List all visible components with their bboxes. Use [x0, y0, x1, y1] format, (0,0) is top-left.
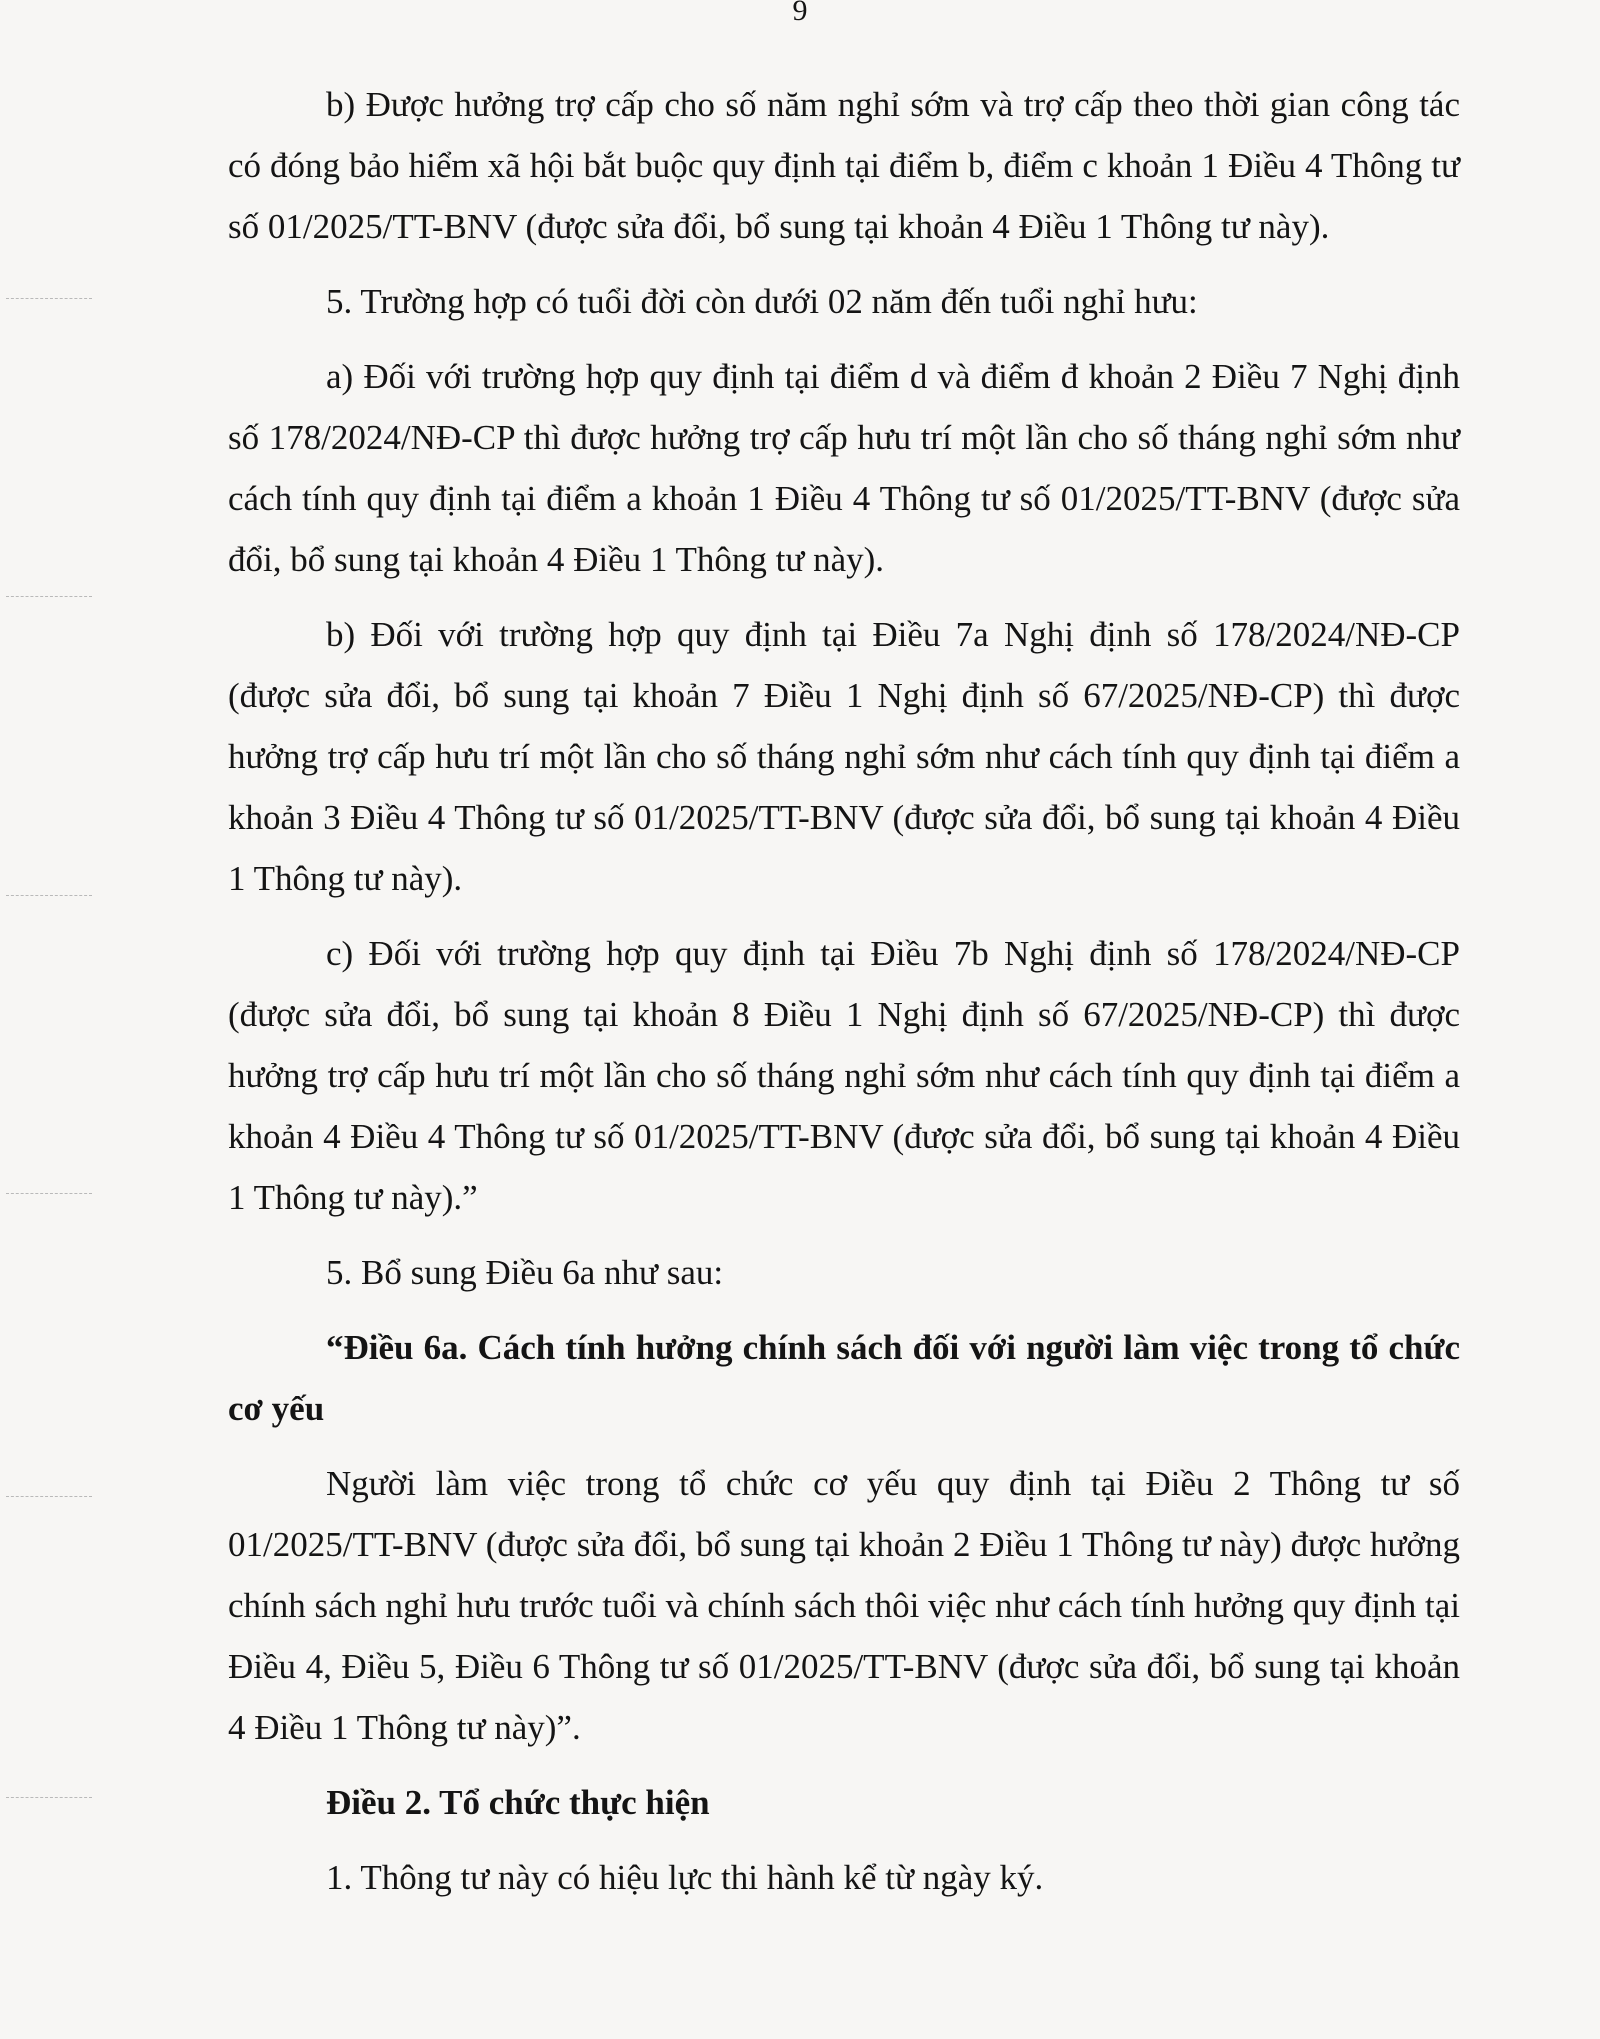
article-2-item-1: 1. Thông tư này có hiệu lực thi hành kể từ ngày ký.: [326, 1858, 1044, 1897]
paragraph-b-allowance: b) Được hưởng trợ cấp cho số năm nghỉ sớm và trợ cấp theo thời gian công tác có đóng bảo hiểm xã hội bắt buộc quy định tại điểm b, điểm c khoản 1 Điều 4 Thông tư số 01/2025/TT-BNV (được sửa đổi, bổ sung tại khoản 4 Điều 1 Thông tư này).: [228, 85, 1460, 246]
document-body: [228, 74, 1460, 1922]
page-number: 9: [792, 0, 808, 27]
scan-margin-mark: [6, 596, 92, 597]
scan-margin-mark: [6, 1496, 92, 1497]
paragraph-supplement-6a: 5. Bổ sung Điều 6a như sau:: [326, 1253, 724, 1292]
paragraph-c-article-7b: c) Đối với trường hợp quy định tại Điều 7b Nghị định số 178/2024/NĐ-CP (được sửa đổi, bổ sung tại khoản 8 Điều 1 Nghị định số 67/2025/NĐ-CP) thì được hưởng trợ cấp hưu trí một lần cho số tháng nghỉ sớm như cách tính quy định tại điểm a khoản 4 Điều 4 Thông tư số 01/2025/TT-BNV (được sửa đổi, bổ sung tại khoản 4 Điều 1 Thông tư này).”: [228, 934, 1460, 1217]
scan-margin-mark: [6, 1193, 92, 1194]
article-6a-heading: “Điều 6a. Cách tính hưởng chính sách đối với người làm việc trong tổ chức cơ yếu: [228, 1328, 1460, 1428]
scan-margin-mark: [6, 1797, 92, 1798]
scan-margin-mark: [6, 895, 92, 896]
paragraph-item-5-under-2-years: 5. Trường hợp có tuổi đời còn dưới 02 năm đến tuổi nghỉ hưu:: [326, 282, 1198, 321]
article-2-heading: Điều 2. Tổ chức thực hiện: [326, 1783, 710, 1822]
paragraph-a-article-7: a) Đối với trường hợp quy định tại điểm d và điểm đ khoản 2 Điều 7 Nghị định số 178/2024/NĐ-CP thì được hưởng trợ cấp hưu trí một lần cho số tháng nghỉ sớm như cách tính quy định tại điểm a khoản 1 Điều 4 Thông tư số 01/2025/TT-BNV (được sửa đổi, bổ sung tại khoản 4 Điều 1 Thông tư này).: [228, 357, 1460, 579]
paragraph-b-article-7a: b) Đối với trường hợp quy định tại Điều 7a Nghị định số 178/2024/NĐ-CP (được sửa đổi, bổ sung tại khoản 7 Điều 1 Nghị định số 67/2025/NĐ-CP) thì được hưởng trợ cấp hưu trí một lần cho số tháng nghỉ sớm như cách tính quy định tại điểm a khoản 3 Điều 4 Thông tư số 01/2025/TT-BNV (được sửa đổi, bổ sung tại khoản 4 Điều 1 Thông tư này).: [228, 615, 1460, 898]
scan-margin-mark: [6, 298, 92, 299]
article-6a-body: Người làm việc trong tổ chức cơ yếu quy định tại Điều 2 Thông tư số 01/2025/TT-BNV (được sửa đổi, bổ sung tại khoản 2 Điều 1 Thông tư này) được hưởng chính sách nghỉ hưu trước tuổi và chính sách thôi việc như cách tính hưởng quy định tại Điều 4, Điều 5, Điều 6 Thông tư số 01/2025/TT-BNV (được sửa đổi, bổ sung tại khoản 4 Điều 1 Thông tư này)”.: [228, 1464, 1460, 1747]
